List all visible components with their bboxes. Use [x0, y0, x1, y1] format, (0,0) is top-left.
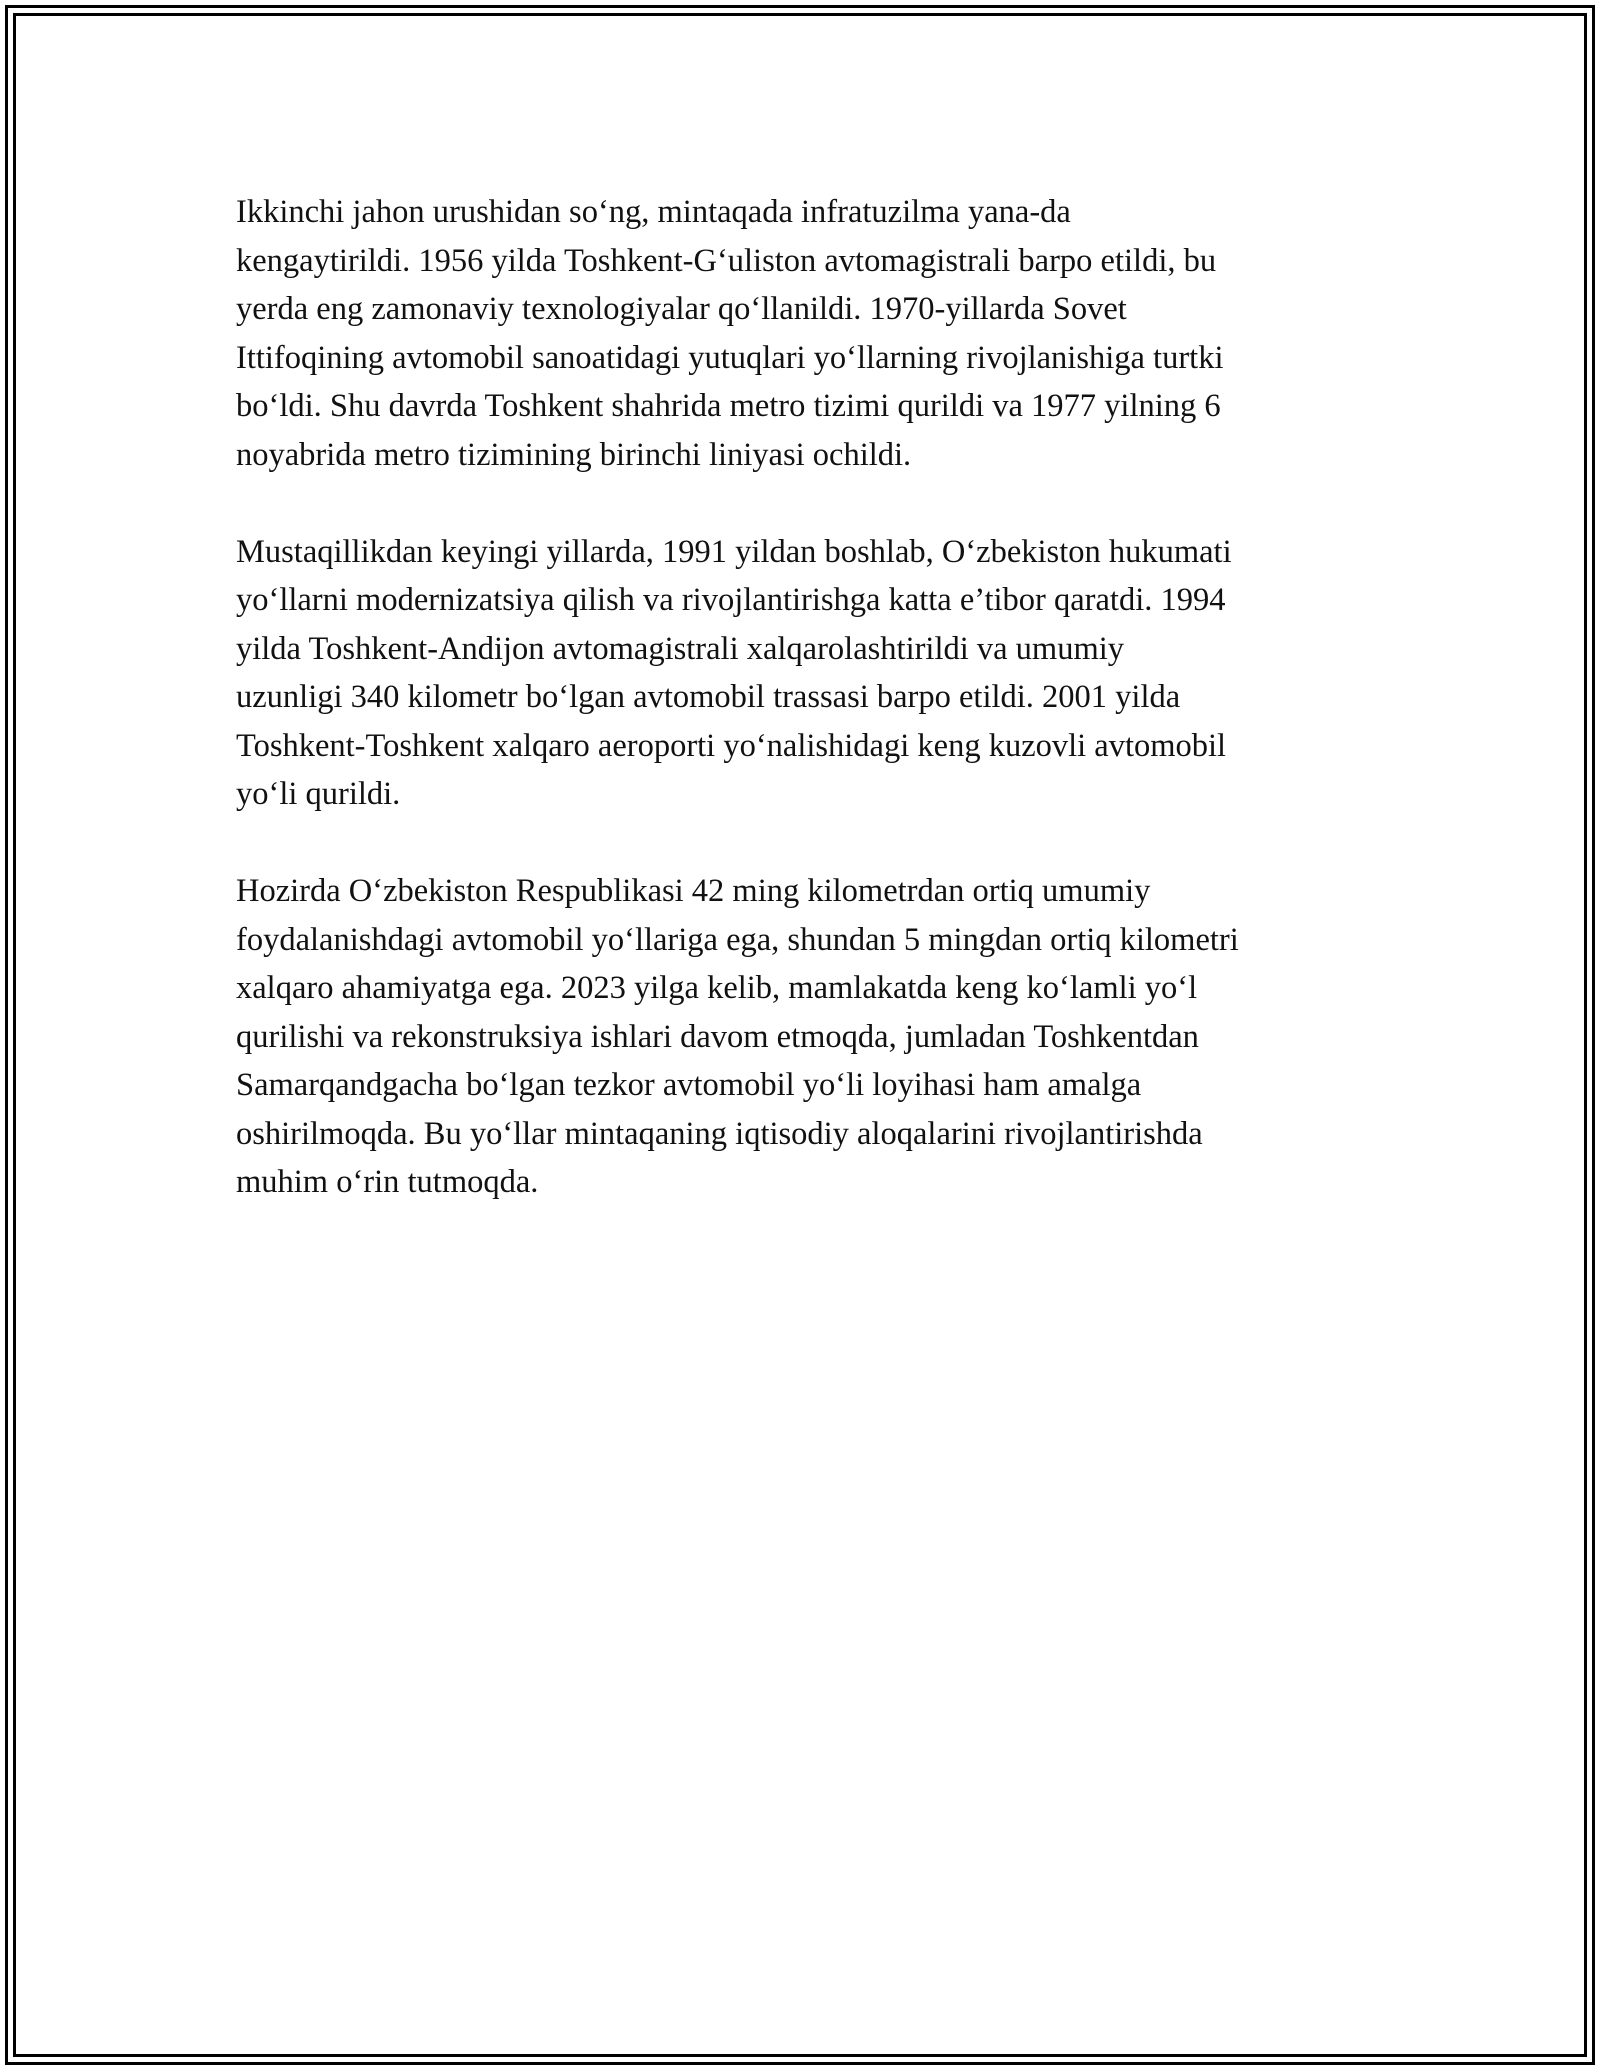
paragraph-current-road-network: Hozirda O‘zbekiston Respublikasi 42 ming kilometrdan ortiq umumiy foydalanishdagi avtomobil yo‘llariga ega, shundan 5 mingdan ortiq kilometri xalqaro ahamiyatga ega. 2023 yilga kelib, mamlakatda keng ko‘lamli yo‘l qurilishi va rekonstruksiya ishlari davom etmoqda, jumladan Toshkentdan Samarqandgacha bo‘lgan tezkor avtomobil yo‘li loyihasi ham amalga oshirilmoqda. Bu yo‘llar mintaqaning iqtisodiy aloqalarini rivojlantirishda muhim o‘rin tutmoqda.	[236, 873, 1239, 1200]
paragraph-independence-modernization: Mustaqillikdan keyingi yillarda, 1991 yildan boshlab, O‘zbekiston hukumati yo‘llarni modernizatsiya qilish va rivojlantirishga katta e’tibor qaratdi. 1994 yilda Toshkent-Andijon avtomagistrali xalqarolashtirildi va umumiy uzunligi 340 kilometr bo‘lgan avtomobil trassasi barpo etildi. 2001 yilda Toshkent-Toshkent xalqaro aeroporti yo‘nalishidagi keng kuzovli avtomobil yo‘li qurildi.	[236, 533, 1232, 812]
document-body	[236, 188, 1376, 1255]
paragraph-post-war-infrastructure: Ikkinchi jahon urushidan so‘ng, mintaqada infratuzilma yana-da kengaytirildi. 1956 yilda Toshkent-G‘uliston avtomagistrali barpo etildi, bu yerda eng zamonaviy texnologiyalar qo‘llanildi. 1970-yillarda Sovet Ittifoqining avtomobil sanoatidagi yutuqlari yo‘llarning rivojlanishiga turtki bo‘ldi. Shu davrda Toshkent shahrida metro tizimi qurildi va 1977 yilning 6 noyabrida metro tizimining birinchi liniyasi ochildi.	[236, 194, 1224, 473]
